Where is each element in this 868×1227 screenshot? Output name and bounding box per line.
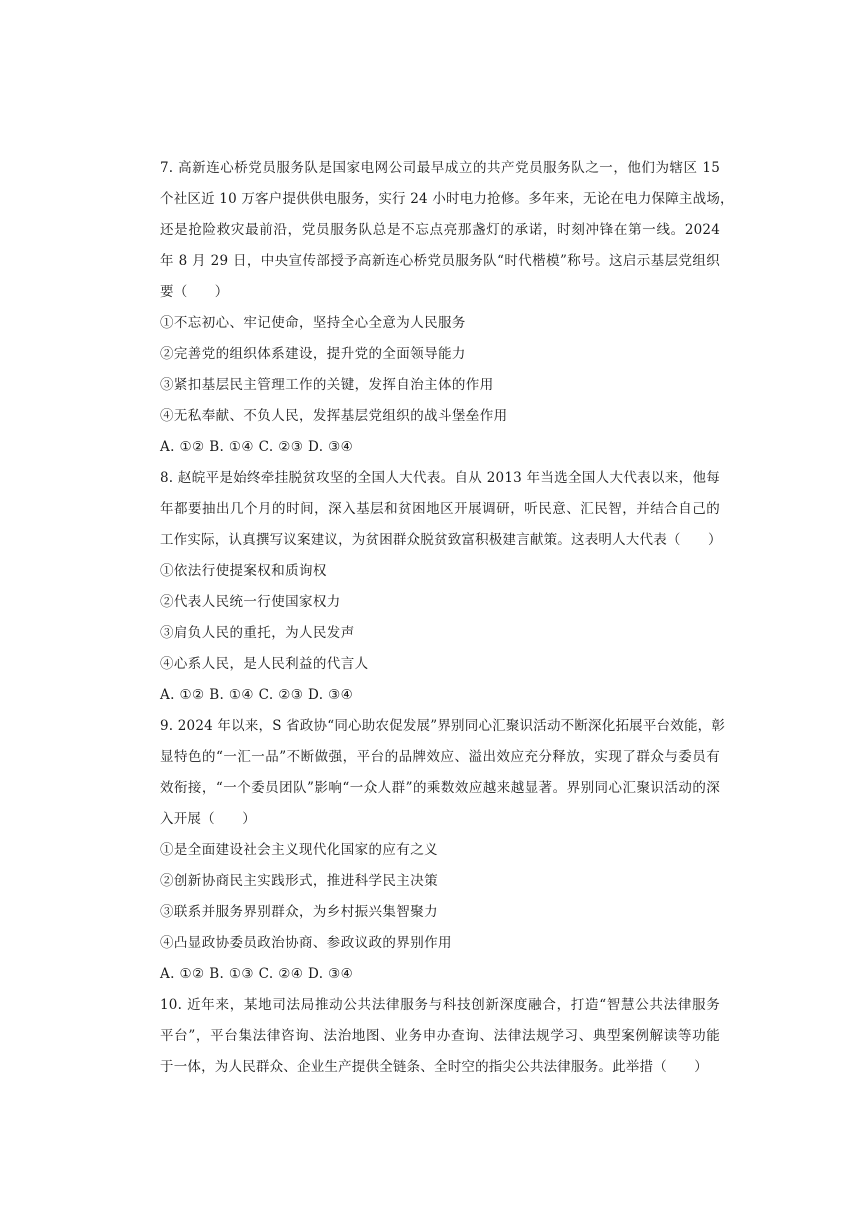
question-option: ④心系人民，是人民利益的代言人 bbox=[160, 656, 369, 672]
question-stem-line: 个社区近 10 万客户提供供电服务，实行 24 小时电力抢修。多年来，无论在电力保障主战场， bbox=[160, 191, 734, 207]
question-option: ①不忘初心、牢记使命，坚持全心全意为人民服务 bbox=[160, 315, 466, 331]
answer-choices: A. ①② B. ①④ C. ②③ D. ③④ bbox=[160, 687, 354, 703]
question-stem-line: 10. 近年来，某地司法局推动公共法律服务与科技创新深度融合，打造“智慧公共法律服务 bbox=[160, 997, 720, 1013]
question-stem-line: 还是抢险救灾最前沿，党员服务队总是不忘点亮那盏灯的承诺，时刻冲锋在第一线。2024 bbox=[160, 222, 720, 238]
question-stem-line: 7. 高新连心桥党员服务队是国家电网公司最早成立的共产党员服务队之一，他们为辖区 15 bbox=[160, 160, 720, 176]
question-stem-line: 平台”，平台集法律咨询、法治地图、业务申办查询、法律法规学习、典型案例解读等功能 bbox=[160, 1028, 720, 1044]
question-stem-line: 要（ ） bbox=[160, 284, 229, 300]
question-option: ①是全面建设社会主义现代化国家的应有之义 bbox=[160, 842, 438, 858]
question-option: ③紧扣基层民主管理工作的关键，发挥自治主体的作用 bbox=[160, 377, 494, 393]
question-option: ②代表人民统一行使国家权力 bbox=[160, 594, 341, 610]
question-stem-line: 年都要抽出几个月的时间，深入基层和贫困地区开展调研，听民意、汇民智，并结合自己的 bbox=[160, 501, 720, 517]
question-stem-line: 9. 2024 年以来，S 省政协“同心助农促发展”界别同心汇聚识活动不断深化拓展平台效能，彰 bbox=[160, 718, 726, 734]
question-stem-line: 8. 赵皖平是始终牵挂脱贫攻坚的全国人大代表。自从 2013 年当选全国人大代表以来，他每 bbox=[160, 470, 720, 486]
answer-choices: A. ①② B. ①③ C. ②④ D. ③④ bbox=[160, 966, 354, 982]
question-option: ③联系并服务界别群众，为乡村振兴集智聚力 bbox=[160, 904, 438, 920]
question-stem-line: 效衔接，“一个委员团队”影响“一众人群”的乘数效应越来越显著。界别同心汇聚识活动的深 bbox=[160, 780, 720, 796]
question-stem-line: 工作实际，认真撰写议案建议，为贫困群众脱贫致富积极建言献策。这表明人大代表（ ） bbox=[160, 532, 722, 548]
question-option: ②创新协商民主实践形式，推进科学民主决策 bbox=[160, 873, 438, 889]
question-stem-line: 入开展（ ） bbox=[160, 811, 256, 827]
question-stem-line: 于一体，为人民群众、企业生产提供全链条、全时空的指尖公共法律服务。此举措（ ） bbox=[160, 1059, 708, 1075]
question-stem-line: 显特色的“一汇一品”不断做强，平台的品牌效应、溢出效应充分释放，实现了群众与委员有 bbox=[160, 749, 720, 765]
question-option: ④凸显政协委员政治协商、参政议政的界别作用 bbox=[160, 935, 452, 951]
question-option: ④无私奉献、不负人民，发挥基层党组织的战斗堡垒作用 bbox=[160, 408, 508, 424]
question-option: ②完善党的组织体系建设，提升党的全面领导能力 bbox=[160, 346, 466, 362]
question-option: ③肩负人民的重托，为人民发声 bbox=[160, 625, 355, 641]
answer-choices: A. ①② B. ①④ C. ②③ D. ③④ bbox=[160, 439, 354, 455]
question-option: ①依法行使提案权和质询权 bbox=[160, 563, 327, 579]
question-stem-line: 年 8 月 29 日，中央宣传部授予高新连心桥党员服务队“时代楷模”称号。这启示基层党组织 bbox=[160, 253, 720, 269]
